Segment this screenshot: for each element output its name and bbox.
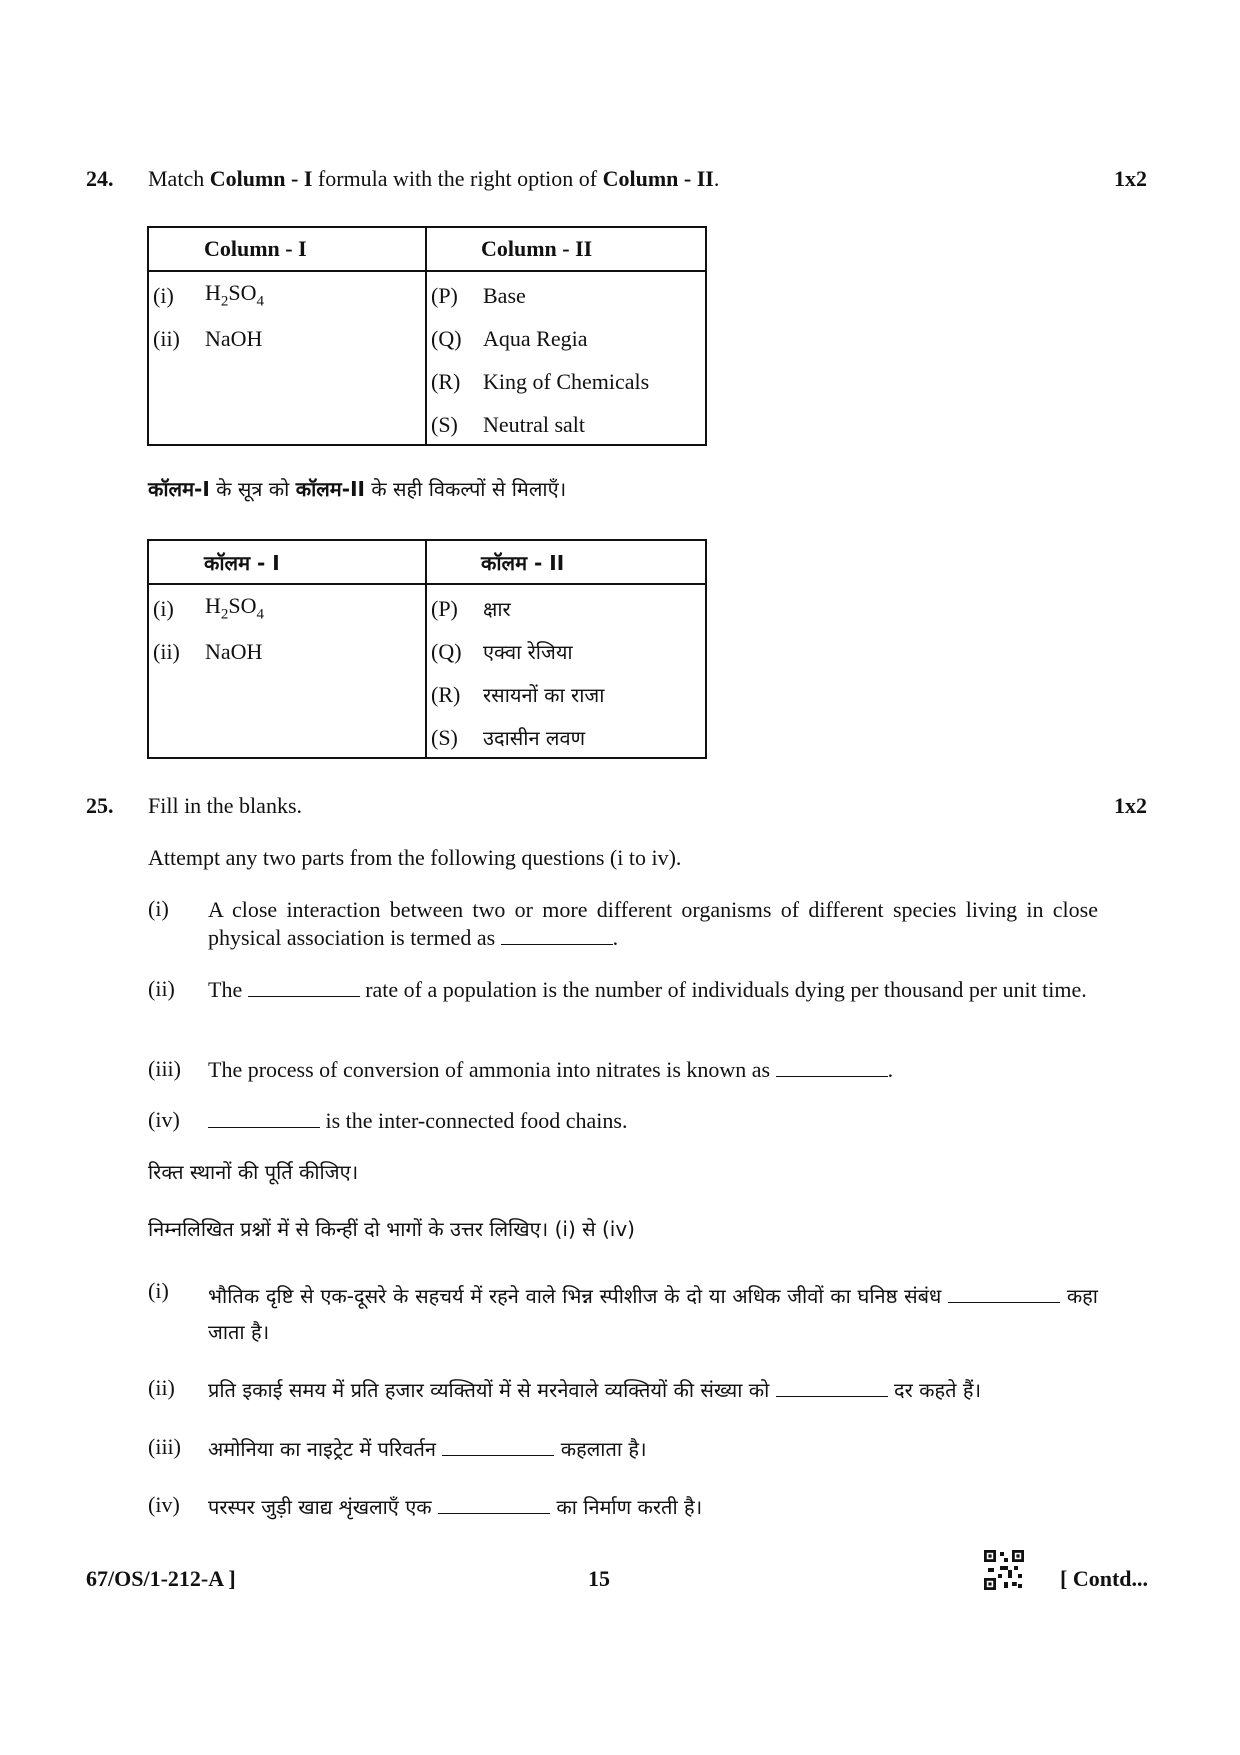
- col2-row: (R) रसायनों का राजा: [431, 681, 605, 707]
- q25-title-hi: रिक्त स्थानों की पूर्ति कीजिए।: [148, 1160, 359, 1184]
- answer-blank[interactable]: [438, 1495, 550, 1514]
- col2-body: [427, 274, 705, 446]
- paper-code: 67/OS/1-212-A ]: [86, 1566, 236, 1591]
- q25-instruction-hi: निम्नलिखित प्रश्नों में से किन्हीं दो भागों के उत्तर लिखिए। (i) से (iv): [148, 1217, 635, 1241]
- page-number: 15: [588, 1566, 610, 1591]
- answer-blank[interactable]: [442, 1437, 554, 1456]
- col1-row: (ii) NaOH: [153, 638, 263, 664]
- col2-header-hi: कॉलम - II: [481, 551, 565, 575]
- q25-instruction: Attempt any two parts from the following questions (i to iv).: [148, 845, 682, 870]
- q24-prompt-mid: formula with the right option of: [312, 166, 603, 191]
- col2-row: (Q) एक्वा रेजिया: [431, 638, 573, 664]
- col1-row: (i) $H_2SO_4$: [153, 593, 265, 623]
- formula-naoh: NaOH: [205, 325, 263, 351]
- q24-prompt-hi: कॉलम-I के सूत्र को कॉलम-II के सही विकल्पों से मिलाएँ।: [148, 477, 567, 501]
- q25-marks: 1x2: [1114, 793, 1147, 818]
- col2-row: (S) उदासीन लवण: [431, 724, 586, 750]
- q24-number: 24.: [86, 166, 114, 191]
- row-label: (ii): [153, 325, 180, 351]
- q24-prompt-col2: Column - II: [602, 166, 714, 191]
- q25-number: 25.: [86, 793, 114, 818]
- q24-prompt: [148, 166, 719, 192]
- q24-prompt-pre: Match: [148, 166, 210, 191]
- qr-code-icon: [984, 1550, 1024, 1590]
- match-table-en-header: [149, 228, 705, 272]
- match-table-hi-header: [149, 541, 705, 585]
- col1-body: [149, 274, 425, 360]
- col2-row: (P) Base: [431, 282, 526, 308]
- col2-row: (S) Neutral salt: [431, 411, 586, 437]
- col2-row: (Q) Aqua Regia: [431, 325, 588, 351]
- col1-row: [149, 274, 425, 317]
- answer-blank[interactable]: [776, 1058, 888, 1077]
- col2-body-hi: [427, 587, 705, 759]
- q24-prompt-col1: Column - I: [209, 166, 313, 191]
- match-table-hi: [147, 539, 707, 759]
- answer-blank[interactable]: [501, 926, 613, 945]
- continued-label: [ Contd...: [1060, 1566, 1149, 1591]
- formula-naoh: NaOH: [205, 638, 263, 664]
- col1-body-hi: [149, 587, 425, 673]
- col1-row: [149, 317, 425, 360]
- row-label: (i): [153, 282, 174, 308]
- q25-title: Fill in the blanks.: [148, 793, 302, 818]
- answer-blank[interactable]: [776, 1378, 888, 1397]
- answer-blank[interactable]: [248, 978, 360, 997]
- col2-row: (R) King of Chemicals: [431, 368, 650, 394]
- formula-h2so4: $H_2SO_4$: [205, 280, 265, 310]
- col1-header-hi: कॉलम - I: [204, 551, 280, 575]
- q24-prompt-end: .: [713, 166, 720, 191]
- match-table-en: [147, 226, 707, 446]
- col1-header: Column - I: [204, 236, 307, 261]
- formula-h2so4: $H_2SO_4$: [205, 593, 265, 623]
- col2-row: (P) क्षार: [431, 595, 511, 621]
- col2-header: Column - II: [481, 236, 593, 261]
- answer-blank[interactable]: [948, 1284, 1060, 1303]
- q24-marks: 1x2: [1114, 166, 1147, 191]
- answer-blank[interactable]: [208, 1109, 320, 1128]
